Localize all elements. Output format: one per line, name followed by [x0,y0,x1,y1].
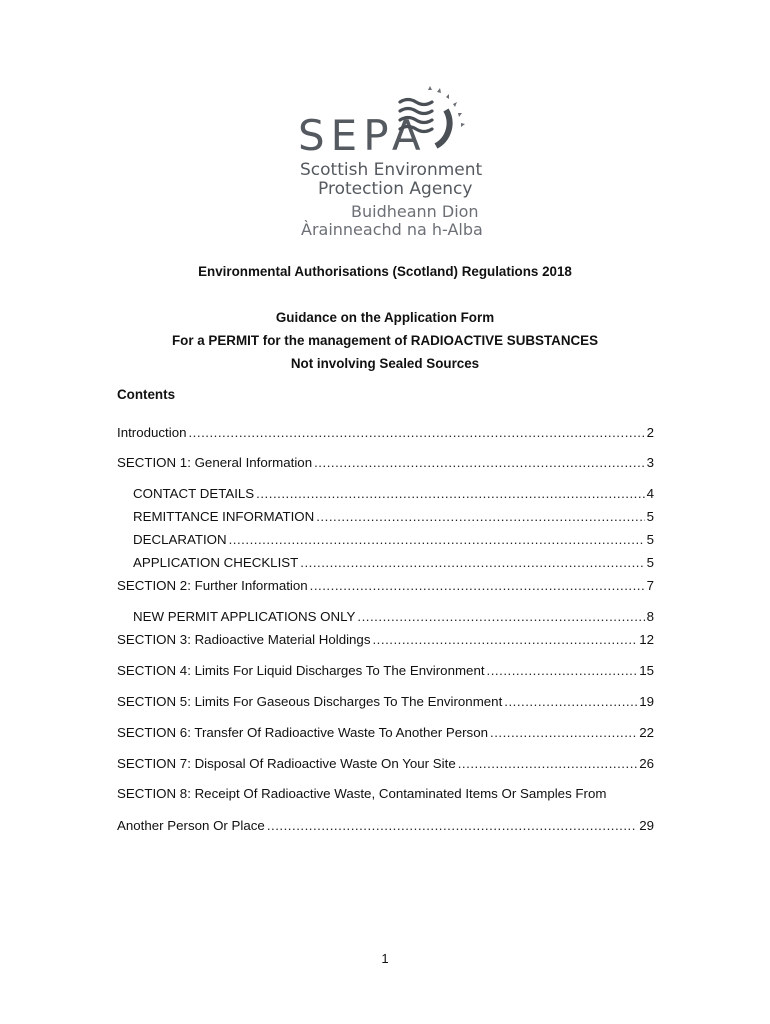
contents-heading: Contents [117,387,176,402]
toc-page-number: 8 [646,609,654,624]
toc-page-number: 7 [646,578,654,593]
toc-entry-section-8-line1[interactable]: SECTION 8: Receipt Of Radioactive Waste, Contaminated Items Or Samples From [117,786,607,801]
toc-entry-section-3[interactable] [117,632,654,648]
toc-label: SECTION 7: Disposal Of Radioactive Waste On Your Site [117,756,456,771]
toc-label: SECTION 6: Transfer Of Radioactive Waste To Another Person [117,725,488,740]
toc-label: Introduction [117,425,187,440]
toc-page-number: 3 [646,455,654,470]
toc-page-number: 12 [639,632,654,647]
toc-page-number: 19 [639,694,654,709]
toc-entry-declaration[interactable] [133,532,654,548]
toc-label: SECTION 1: General Information [117,455,313,470]
toc-entry-section-2[interactable] [117,578,654,594]
guidance-title: Guidance on the Application Form [275,310,495,325]
toc-entry-new-permit-applications[interactable] [133,609,654,625]
toc-label: APPLICATION CHECKLIST [133,555,299,570]
toc-entry-contact-details[interactable] [133,486,654,502]
toc-page-number: 26 [639,756,654,771]
toc-entry-section-8[interactable] [117,818,654,834]
toc-page-number: 22 [639,725,654,740]
logo-line-gaelic-1: Buidheann Dion [351,202,479,221]
toc-entry-remittance-information[interactable] [133,509,654,525]
logo-line-english-1: Scottish Environment [300,160,483,180]
toc-entry-section-6[interactable] [117,725,654,741]
toc-page-number: 5 [646,509,654,524]
toc-label: SECTION 5: Limits For Gaseous Discharges To The Environment [117,694,503,709]
sepa-logo [296,86,483,239]
toc-entry-introduction[interactable] [117,425,654,441]
toc-label: REMITTANCE INFORMATION [133,509,315,524]
logo-line-english-2: Protection Agency [318,179,473,199]
toc-label: DECLARATION [133,532,227,547]
toc-page-number: 5 [646,532,654,547]
page-number: 1 [381,951,389,966]
svg-text:SEPA: SEPA [298,111,427,158]
toc-label: NEW PERMIT APPLICATIONS ONLY [133,609,356,624]
regulation-title: Environmental Authorisations (Scotland) Regulations 2018 [198,264,572,279]
toc-label: SECTION 4: Limits For Liquid Discharges To The Environment [117,663,485,678]
permit-title: For a PERMIT for the management of RADIOACTIVE SUBSTANCES [171,333,599,348]
toc-page-number: 29 [639,818,654,833]
toc-page-number: 2 [646,425,654,440]
toc-label: SECTION 3: Radioactive Material Holdings [117,632,371,647]
toc-page-number: 5 [646,555,654,570]
toc-label: CONTACT DETAILS [133,486,255,501]
toc-label: SECTION 2: Further Information [117,578,308,593]
logo-line-gaelic-2: Àrainneachd na h-Alba [301,220,483,239]
toc-entry-section-4[interactable] [117,663,654,679]
sepa-wordmark-icon [296,86,476,158]
toc-page-number: 15 [639,663,654,678]
toc-label: Another Person Or Place [117,818,265,833]
toc-entry-section-1[interactable] [117,455,654,471]
toc-entry-section-5[interactable] [117,694,654,710]
toc-entry-application-checklist[interactable] [133,555,654,571]
toc-page-number: 4 [646,486,654,501]
sources-title: Not involving Sealed Sources [290,356,480,371]
toc-entry-section-7[interactable] [117,756,654,772]
